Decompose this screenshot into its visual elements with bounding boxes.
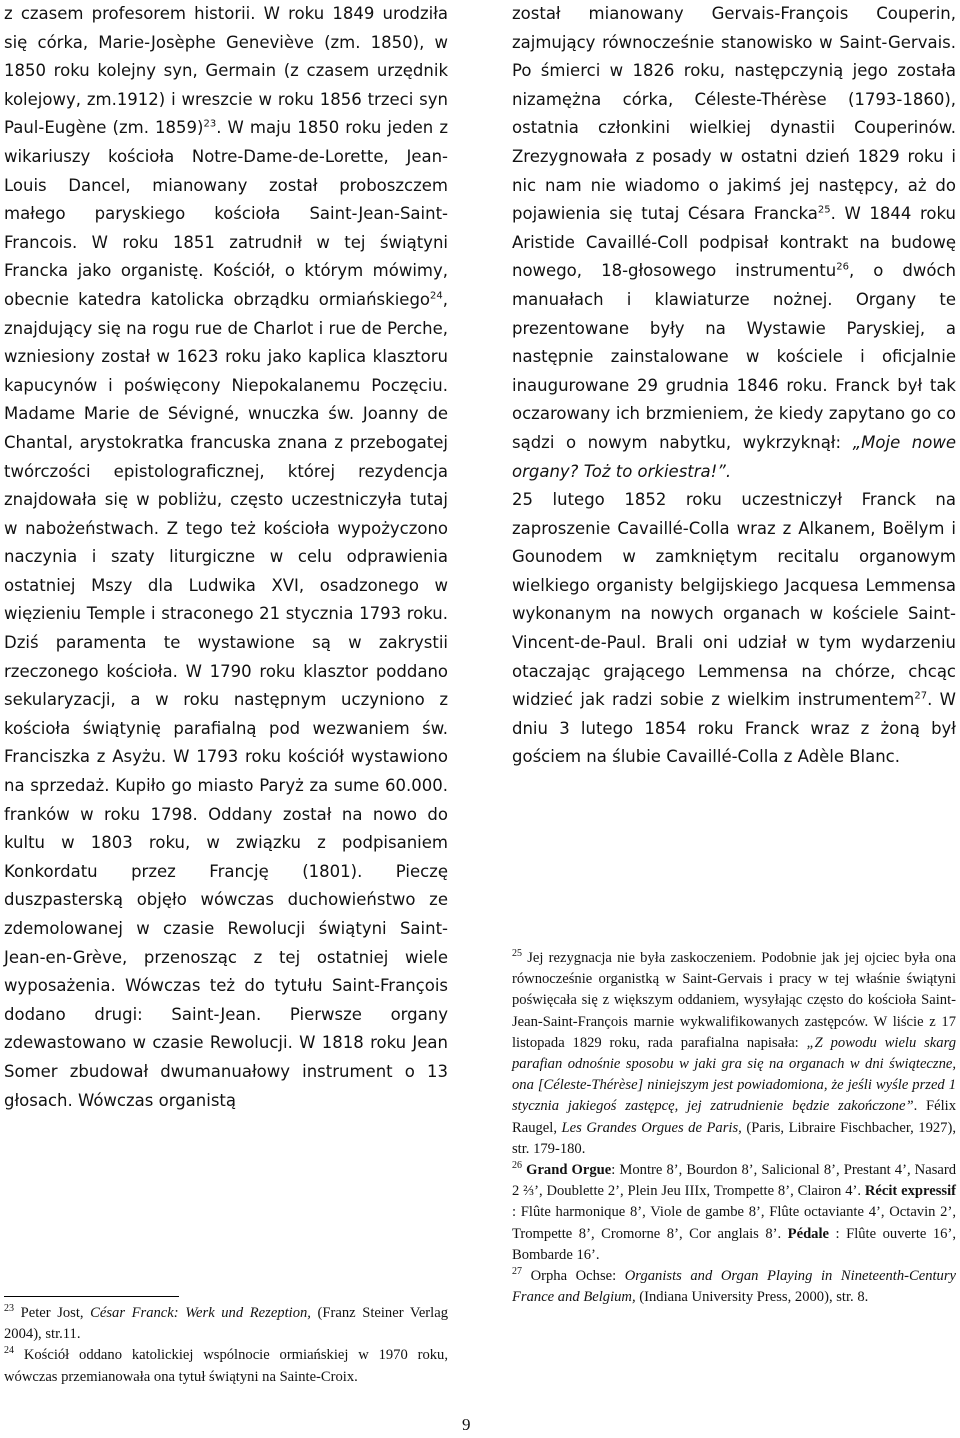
footnote-ref-26[interactable]: 26 (836, 261, 849, 273)
footnote-27: $^{27}$ Orpha Ochse: Organists and Organ Playing in Nineteenth-Century France and Belgium, (Indiana University Press, 2000), str. 8. (512, 1266, 957, 1306)
right-footnotes (512, 948, 956, 1308)
footnote-ref-27[interactable]: 27 (914, 690, 928, 702)
footnote-24: $^{24}$ Kościół oddano katolickiej wspólnocie ormiańskiej w 1970 roku, wówczas przemianowała ona tytuł świątyni na Sainte-Croix. (4, 1345, 448, 1385)
footnote-ref-25[interactable]: 25 (817, 204, 831, 216)
footnote-separator (4, 1296, 179, 1297)
page-number: 9 (462, 1415, 471, 1434)
right-body-text (512, 0, 956, 772)
footnote-ref-24[interactable]: 24 (430, 290, 443, 302)
footnote-25: $^{25}$ Jej rezygnacja nie była zaskoczeniem. Podobnie jak jej ojciec była ona równocześnie organistką w Saint-Gervais i pracy w tej właśnie świątyni poświęcała się z większym oddaniem, wysyłając często do kościoła Saint-Jean-Saint-François marnie wykwalifikowanych zastępców. W liście z 17 listopada 1829 roku, rada parafialna napisała: „Z powodu wielu skarg parafian odnośnie sposobu w jaki gra się na organach w dni świąteczne, ona [Céleste-Thérèse] niniejszym jest powiadomiona, że jeśli wyśle przed 1 stycznia jakiegoś zastępcę, jej zatrudnienie będzie zakończone”. Félix Raugel, Les Grandes Orgues de Paris, (Paris, Libraire Fischbacher, 1927), str. 179-180. (512, 948, 957, 1157)
franck-quote: „Moje nowe organy? Toż to orkiestra!”. (512, 432, 956, 481)
left-column (4, 0, 448, 1115)
footnote-ref-23[interactable]: 23 (203, 118, 217, 130)
right-paragraph-1: został mianowany Gervais-François Couperin, zajmujący równocześnie stanowisko w Saint-Gervais. Po śmierci w 1826 roku, następczynią jego została nizamężna córka, Céleste-Thérèse (1793-1860), ostatnia członkini wielkiej dynastii Couperinów. Zrezygnowała z posady w ostatni dzień 1829 roku i nic nam nie wiadomo o jakimś jej następcy, aż do pojawienia się tutaj Césara Francka$^{25}$. W 1844 roku Aristide Cavaillé-Coll podpisał kontrakt na budowę nowego, 18-głosowego instrumentu$^{26}$, o dwóch manuałach i klawiaturze nożnej. Organy te prezentowane były na Wystawie Paryskiej, a następnie zainstalowane w kościele i oficjalnie inaugurowane 29 grudnia 1846 roku. Franck był tak oczarowany ich brzmieniem, że kiedy zapytano go co sądzi o nowym nabytku, wykrzyknął: „Moje nowe organy? Toż to orkiestra!”. (512, 4, 957, 481)
left-body-text (4, 0, 448, 1115)
footnote-26: $^{26}$ Grand Orgue: Montre 8’, Bourdon 8’, Salicional 8’, Prestant 4’, Nasard 2 ⅔’, Doublette 2’, Plein Jeu IIIx, Trompette 8’, Clairon 4’. Récit expressif : Flûte harmonique 8’, Viole de gambe 8’, Flûte octaviante 4’, Octavin 2’, Trompette 8’, Cromorne 8’, Cor anglais 8’. Pédale : Flûte ouverte 16’, Bombarde 16’. (512, 1160, 957, 1263)
right-column (512, 0, 956, 772)
right-paragraph-2: 25 lutego 1852 roku uczestniczył Franck na zaproszenie Cavaillé-Colla wraz z Alkanem, Boëlym i Gounodem w zamkniętym recitalu organowym wielkiego organisty belgijskiego Jacquesa Lemmensa wykonanym na nowych organach w kościele Saint-Vincent-de-Paul. Brali oni udział w tym wydarzeniu otaczając grającego Lemmensa na chórze, chcąc widzieć jak radzi sobie z wielkim instrumentem$^{27}$. W dniu 3 lutego 1854 roku Franck wraz z żoną był gościem na ślubie Cavaillé-Colla z Adèle Blanc. (512, 490, 956, 767)
footnote-23: $^{23}$ Peter Jost, César Franck: Werk und Rezeption, (Franz Steiner Verlag 2004), str.11. (4, 1303, 448, 1343)
left-footnotes (4, 1296, 448, 1388)
left-paragraph: z czasem profesorem historii. W roku 1849 urodziła się córka, Marie-Josèphe Geneviève (zm. 1850), w 1850 roku kolejny syn, Germain (z czasem urzędnik kolejowy, zm.1912) i wreszcie w roku 1856 trzeci syn Paul-Eugène (zm. 1859)$^{23}$. W maju 1850 roku jeden z wikariuszy kościoła Notre-Dame-de-Lorette, Jean-Louis Dancel, mianowany został proboszczem małego paryskiego kościoła Saint-Jean-Saint-Francois. W roku 1851 zatrudnił w tej świątyni Francka jako organistę. Kościół, o którym mówimy, obecnie katedra katolicka obrządku ormiańskiego$^{24}$, znajdujący się na rogu rue de Charlot i rue de Perche, wzniesiony został w 1623 roku jako kaplica klasztoru kapucynów i poświęcony Niepokalanemu Poczęciu. Madame Marie de Sévigné, wnuczka św. Joanny de Chantal, arystokratka francuska znana z przebogatej twórczości epistolograficznej, której rezydencja znajdowała się w pobliżu, często uczestniczyła tutaj w nabożeństwach. Z tego też kościoła wypożyczono naczynia i szaty liturgiczne w celu odprawienia ostatniej Mszy dla Ludwika XVI, osadzonego w więzieniu Temple i straconego 21 stycznia 1793 roku. Dziś paramenta te wystawione są w zakrystii rzeczonego kościoła. W 1790 roku klasztor poddano sekularyzacji, a w roku następnym uczyniono z kościoła świątynię parafialną pod wezwaniem św. Franciszka z Asyżu. W 1793 roku kościół wystawiono na sprzedaż. Kupiło go miasto Paryż za sume 60.000. franków w roku 1798. Oddany został na nowo do kultu w 1803 roku, w związku z podpisaniem Konkordatu przez Francję (1801). Pieczę duszpasterską objęło wówczas duchowieństwo ze zdemolowanej w czasie Rewolucji świątyni Saint-Jean-en-Grève, przenosząc z tej ostatniej wiele wyposażenia. Wówczas też do tytułu Saint-François dodano drugi: Saint-Jean. Pierwsze organy zdewastowano w czasie Rewolucji. W 1818 roku Jean Somer zbudował dwumanuałowy instrument o 13 głosach. Wówczas organistą (4, 4, 448, 1110)
